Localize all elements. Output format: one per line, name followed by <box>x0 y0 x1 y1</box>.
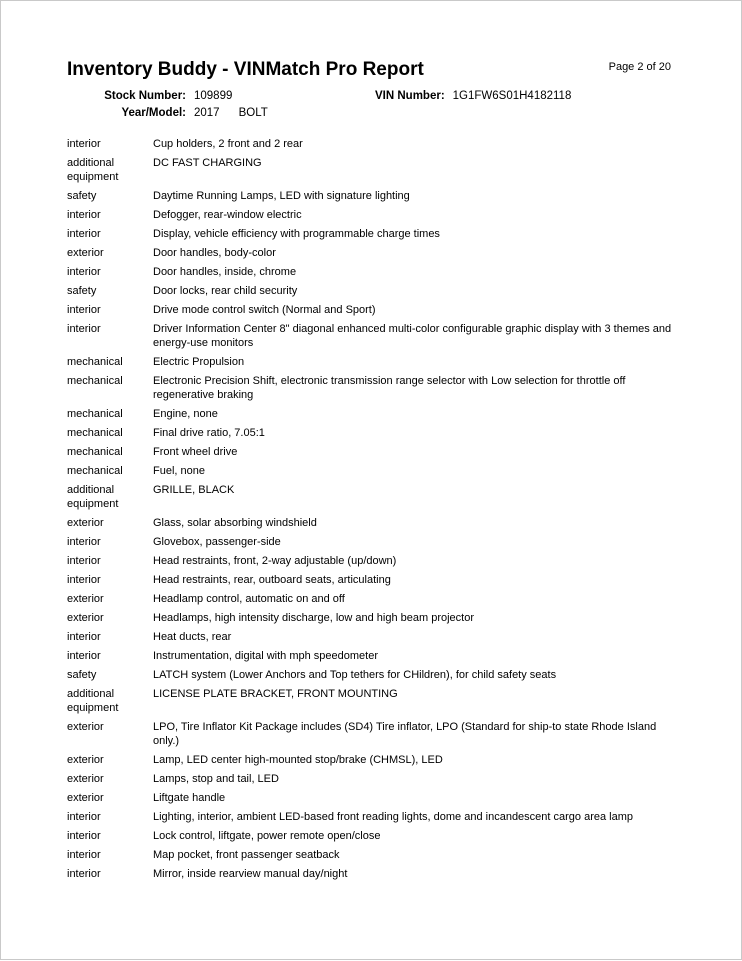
feature-category: mechanical <box>67 375 123 387</box>
feature-category: additional equipment <box>67 688 119 714</box>
feature-category: exterior <box>67 721 104 733</box>
feature-category: interior <box>67 830 101 842</box>
table-row <box>67 355 677 374</box>
feature-description: Final drive ratio, 7.05:1 <box>153 427 265 439</box>
feature-category: interior <box>67 868 101 880</box>
table-row <box>67 374 677 407</box>
feature-description: Fuel, none <box>153 465 205 477</box>
table-row <box>67 867 677 886</box>
feature-category: interior <box>67 650 101 662</box>
feature-category: interior <box>67 304 101 316</box>
feature-category: interior <box>67 536 101 548</box>
vin-number-label: VIN Number: <box>375 90 445 102</box>
feature-description: Engine, none <box>153 408 218 420</box>
table-row <box>67 516 677 535</box>
feature-category: safety <box>67 190 97 202</box>
feature-description: GRILLE, BLACK <box>153 484 235 496</box>
vin-number-value: 1G1FW6S01H4182118 <box>452 90 572 102</box>
feature-category: mechanical <box>67 446 123 458</box>
feature-category: mechanical <box>67 427 123 439</box>
feature-category: safety <box>67 669 97 681</box>
vin-group <box>375 90 571 102</box>
feature-description: Daytime Running Lamps, LED with signature lighting <box>153 190 410 202</box>
table-row <box>67 720 677 753</box>
report-page <box>1 1 742 961</box>
feature-category: interior <box>67 631 101 643</box>
table-row <box>67 227 677 246</box>
table-row <box>67 464 677 483</box>
table-row <box>67 246 677 265</box>
meta-row-year-model <box>67 107 677 121</box>
feature-description: Lock control, liftgate, power remote open/close <box>153 830 381 842</box>
feature-category: interior <box>67 228 101 240</box>
feature-category: safety <box>67 285 97 297</box>
feature-description: Head restraints, rear, outboard seats, articulating <box>153 574 391 586</box>
feature-description: Door handles, body-color <box>153 247 276 259</box>
table-row <box>67 554 677 573</box>
table-row <box>67 407 677 426</box>
feature-category: mechanical <box>67 465 123 477</box>
feature-description: Electronic Precision Shift, electronic transmission range selector with Low selection for throttle off regenerative braking <box>153 375 626 401</box>
table-row <box>67 303 677 322</box>
table-row <box>67 156 677 189</box>
table-row <box>67 189 677 208</box>
table-row <box>67 687 677 720</box>
feature-category: exterior <box>67 593 104 605</box>
feature-description: Electric Propulsion <box>153 356 245 368</box>
table-row <box>67 592 677 611</box>
feature-description: Lamps, stop and tail, LED <box>153 773 279 785</box>
feature-description: LATCH system (Lower Anchors and Top tethers for CHildren), for child safety seats <box>153 669 557 681</box>
table-row <box>67 426 677 445</box>
table-row <box>67 668 677 687</box>
feature-description: Driver Information Center 8" diagonal enhanced multi-color configurable graphic display with 3 themes and energy-use monitors <box>153 323 672 349</box>
feature-category: additional equipment <box>67 484 119 510</box>
table-row <box>67 753 677 772</box>
feature-description: DC FAST CHARGING <box>153 157 262 169</box>
table-row <box>67 829 677 848</box>
feature-category: interior <box>67 138 101 150</box>
table-row <box>67 772 677 791</box>
feature-category: exterior <box>67 612 104 624</box>
feature-description: Front wheel drive <box>153 446 238 458</box>
feature-description: Cup holders, 2 front and 2 rear <box>153 138 303 150</box>
table-row <box>67 265 677 284</box>
feature-category: interior <box>67 811 101 823</box>
feature-description: Glass, solar absorbing windshield <box>153 517 317 529</box>
feature-category: interior <box>67 555 101 567</box>
feature-description: Defogger, rear-window electric <box>153 209 302 221</box>
table-row <box>67 649 677 668</box>
page-title: Inventory Buddy - VINMatch Pro Report <box>67 59 424 80</box>
table-row <box>67 445 677 464</box>
table-row <box>67 573 677 592</box>
feature-description: Lighting, interior, ambient LED-based front reading lights, dome and incandescent cargo area lamp <box>153 811 634 823</box>
feature-description: Instrumentation, digital with mph speedometer <box>153 650 379 662</box>
feature-description: Headlamps, high intensity discharge, low and high beam projector <box>153 612 475 624</box>
feature-category: interior <box>67 849 101 861</box>
feature-description: LICENSE PLATE BRACKET, FRONT MOUNTING <box>153 688 398 700</box>
feature-description: Door handles, inside, chrome <box>153 266 297 278</box>
page-number-indicator: Page 2 of 20 <box>608 61 671 73</box>
feature-description: Mirror, inside rearview manual day/night <box>153 868 348 880</box>
feature-category: interior <box>67 266 101 278</box>
feature-category: exterior <box>67 792 104 804</box>
feature-description: Glovebox, passenger-side <box>153 536 281 548</box>
report-meta <box>67 90 677 121</box>
feature-description: Lamp, LED center high-mounted stop/brake (CHMSL), LED <box>153 754 443 766</box>
feature-category: exterior <box>67 247 104 259</box>
table-row <box>67 322 677 355</box>
feature-description: Display, vehicle efficiency with programmable charge times <box>153 228 440 240</box>
feature-category: exterior <box>67 773 104 785</box>
meta-row-stock <box>67 90 677 104</box>
table-row <box>67 791 677 810</box>
feature-category: exterior <box>67 517 104 529</box>
feature-table-body <box>67 137 677 886</box>
stock-number-value: 109899 <box>194 90 233 102</box>
table-row <box>67 483 677 516</box>
table-row <box>67 284 677 303</box>
feature-description: Drive mode control switch (Normal and Sport) <box>153 304 376 316</box>
feature-category: mechanical <box>67 356 123 368</box>
table-row <box>67 208 677 227</box>
table-row <box>67 137 677 156</box>
feature-description: Map pocket, front passenger seatback <box>153 849 340 861</box>
feature-category: interior <box>67 323 101 335</box>
stock-number-label: Stock Number: <box>104 90 186 102</box>
table-row <box>67 535 677 554</box>
feature-category: mechanical <box>67 408 123 420</box>
feature-description: Headlamp control, automatic on and off <box>153 593 345 605</box>
table-row <box>67 848 677 867</box>
feature-description: Door locks, rear child security <box>153 285 298 297</box>
feature-description: LPO, Tire Inflator Kit Package includes (SD4) Tire inflator, LPO (Standard for ship-to state Rhode Island only.) <box>153 721 657 747</box>
model-value: BOLT <box>238 107 268 119</box>
feature-category: interior <box>67 209 101 221</box>
feature-category: exterior <box>67 754 104 766</box>
feature-description: Head restraints, front, 2-way adjustable (up/down) <box>153 555 397 567</box>
table-row <box>67 630 677 649</box>
table-row <box>67 810 677 829</box>
feature-category: additional equipment <box>67 157 119 183</box>
feature-description: Liftgate handle <box>153 792 226 804</box>
year-model-label: Year/Model: <box>121 107 186 119</box>
feature-category: interior <box>67 574 101 586</box>
table-row <box>67 611 677 630</box>
feature-description: Heat ducts, rear <box>153 631 232 643</box>
year-value: 2017 <box>194 107 220 119</box>
